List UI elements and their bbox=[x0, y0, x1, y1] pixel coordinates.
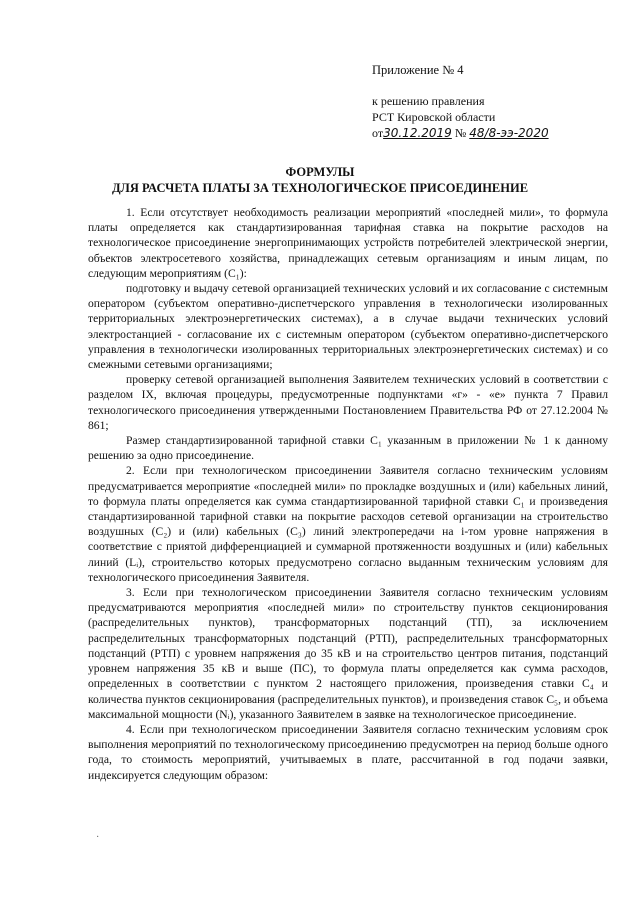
handwritten-date: 30.12.2019 bbox=[383, 126, 452, 140]
paragraph-subitem-1: подготовку и выдачу сетевой организацией технических условий и их согласование с системным оператором (субъектом оперативно-диспетчерского управления в технологически изолированных территориальных электроэнергетических системах), а в случае выдачи технических условий электростанцией - согласование их с системным оператором (субъектом оперативно-диспетчерского управления в технологически изолированных территориальных электроэнергетических системах) и со смежными сетевыми организациями; bbox=[88, 282, 608, 372]
paragraph-subitem-2: проверку сетевой организацией выполнения Заявителем технических условий в соответствии с разделом IX, включая процедуры, предусмотренные подпунктами «г» - «е» пункта 7 Правил технологического присоединения утвержденными Постановлением Правительства РФ от 27.12.2004 № 861; bbox=[88, 373, 608, 432]
decision-line: РСТ Кировской области bbox=[372, 110, 496, 124]
decision-reference bbox=[372, 93, 549, 141]
decision-date-line bbox=[372, 125, 549, 141]
scan-mark: · bbox=[96, 832, 100, 843]
title-line-2: ДЛЯ РАСЧЕТА ПЛАТЫ ЗА ТЕХНОЛОГИЧЕСКОЕ ПРИСОЕДИНЕНИЕ bbox=[111, 181, 529, 195]
paragraph-2: 2. Если при технологическом присоединении Заявителя согласно техническим условиям предусматривается мероприятие «последней мили» по прокладке воздушных и (или) кабельных линий, то формула платы определяется как сумма стандартизированной тарифной ставки С₁ и произведения стандартизированной тарифной ставки на покрытие расходов сетевой организации на строительство воздушных (С₂) и (или) кабельных (С₃) линий электропередачи на i-том уровне напряжения в соответствие с приятой дифференциацией и суммарной протяженности воздушных и (или) кабельных линий (Lᵢ), строительство которых предусмотрено согласно выданным техническим условиям для технологического присоединения Заявителя. bbox=[88, 464, 608, 584]
handwritten-number: 48/8-ээ-2020 bbox=[469, 126, 549, 140]
date-prefix: от bbox=[372, 126, 384, 140]
paragraph-4: 4. Если при технологическом присоединении Заявителя согласно техническим условиям срок выполнения мероприятий по технологическому присоединению предусмотрен на период больше одного года, то стоимость мероприятий, учитываемых в плате, рассчитанной в год подачи заявки, индексируется следующим образом: bbox=[88, 722, 608, 782]
paragraph-3: 3. Если при технологическом присоединении Заявителя согласно техническим условиям предусматриваются мероприятия «последней мили» по строительству пунктов секционирования (распределительных пунктов), трансформаторных подстанций (ТП), за исключением распределительных трансформаторных подстанций (РТП), распределительных трансформаторных подстанций (РТП) с уровнем напряжения до 35 кВ и на строительство центров питания, подстанций уровнем напряжения 35 кВ и выше (ПС), то формула платы определяется как сумма расходов, определенных в соответствии с пунктом 2 настоящего приложения, произведения ставки С₄ и количества пунктов секционирования (распределительных пунктов), и произведения ставок С₅, и объема максимальной мощности (Nᵢ), указанного Заявителем в заявке на технологическое присоединение. bbox=[88, 586, 608, 721]
paragraph-1: 1. Если отсутствует необходимость реализации мероприятий «последней мили», то формула платы определяется как стандартизированная тарифная ставка на покрытие расходов на технологическое присоединение энергопринимающих устройств потребителей электрической энергии, объектов электросетевого хозяйства, принадлежащих сетевым организациям и иным лицам, по следующим мероприятиям (С₁): bbox=[88, 206, 608, 280]
document-title bbox=[0, 164, 640, 196]
appendix-number: Приложение № 4 bbox=[372, 63, 464, 77]
paragraph-rate-size: Размер стандартизированной тарифной ставки С₁ указанным в приложении № 1 к данному решению за одно присоединение. bbox=[88, 434, 608, 463]
decision-line: к решению правления bbox=[372, 94, 485, 108]
title-line-1: ФОРМУЛЫ bbox=[285, 165, 355, 179]
number-prefix: № bbox=[451, 126, 470, 140]
document-body bbox=[88, 205, 608, 783]
